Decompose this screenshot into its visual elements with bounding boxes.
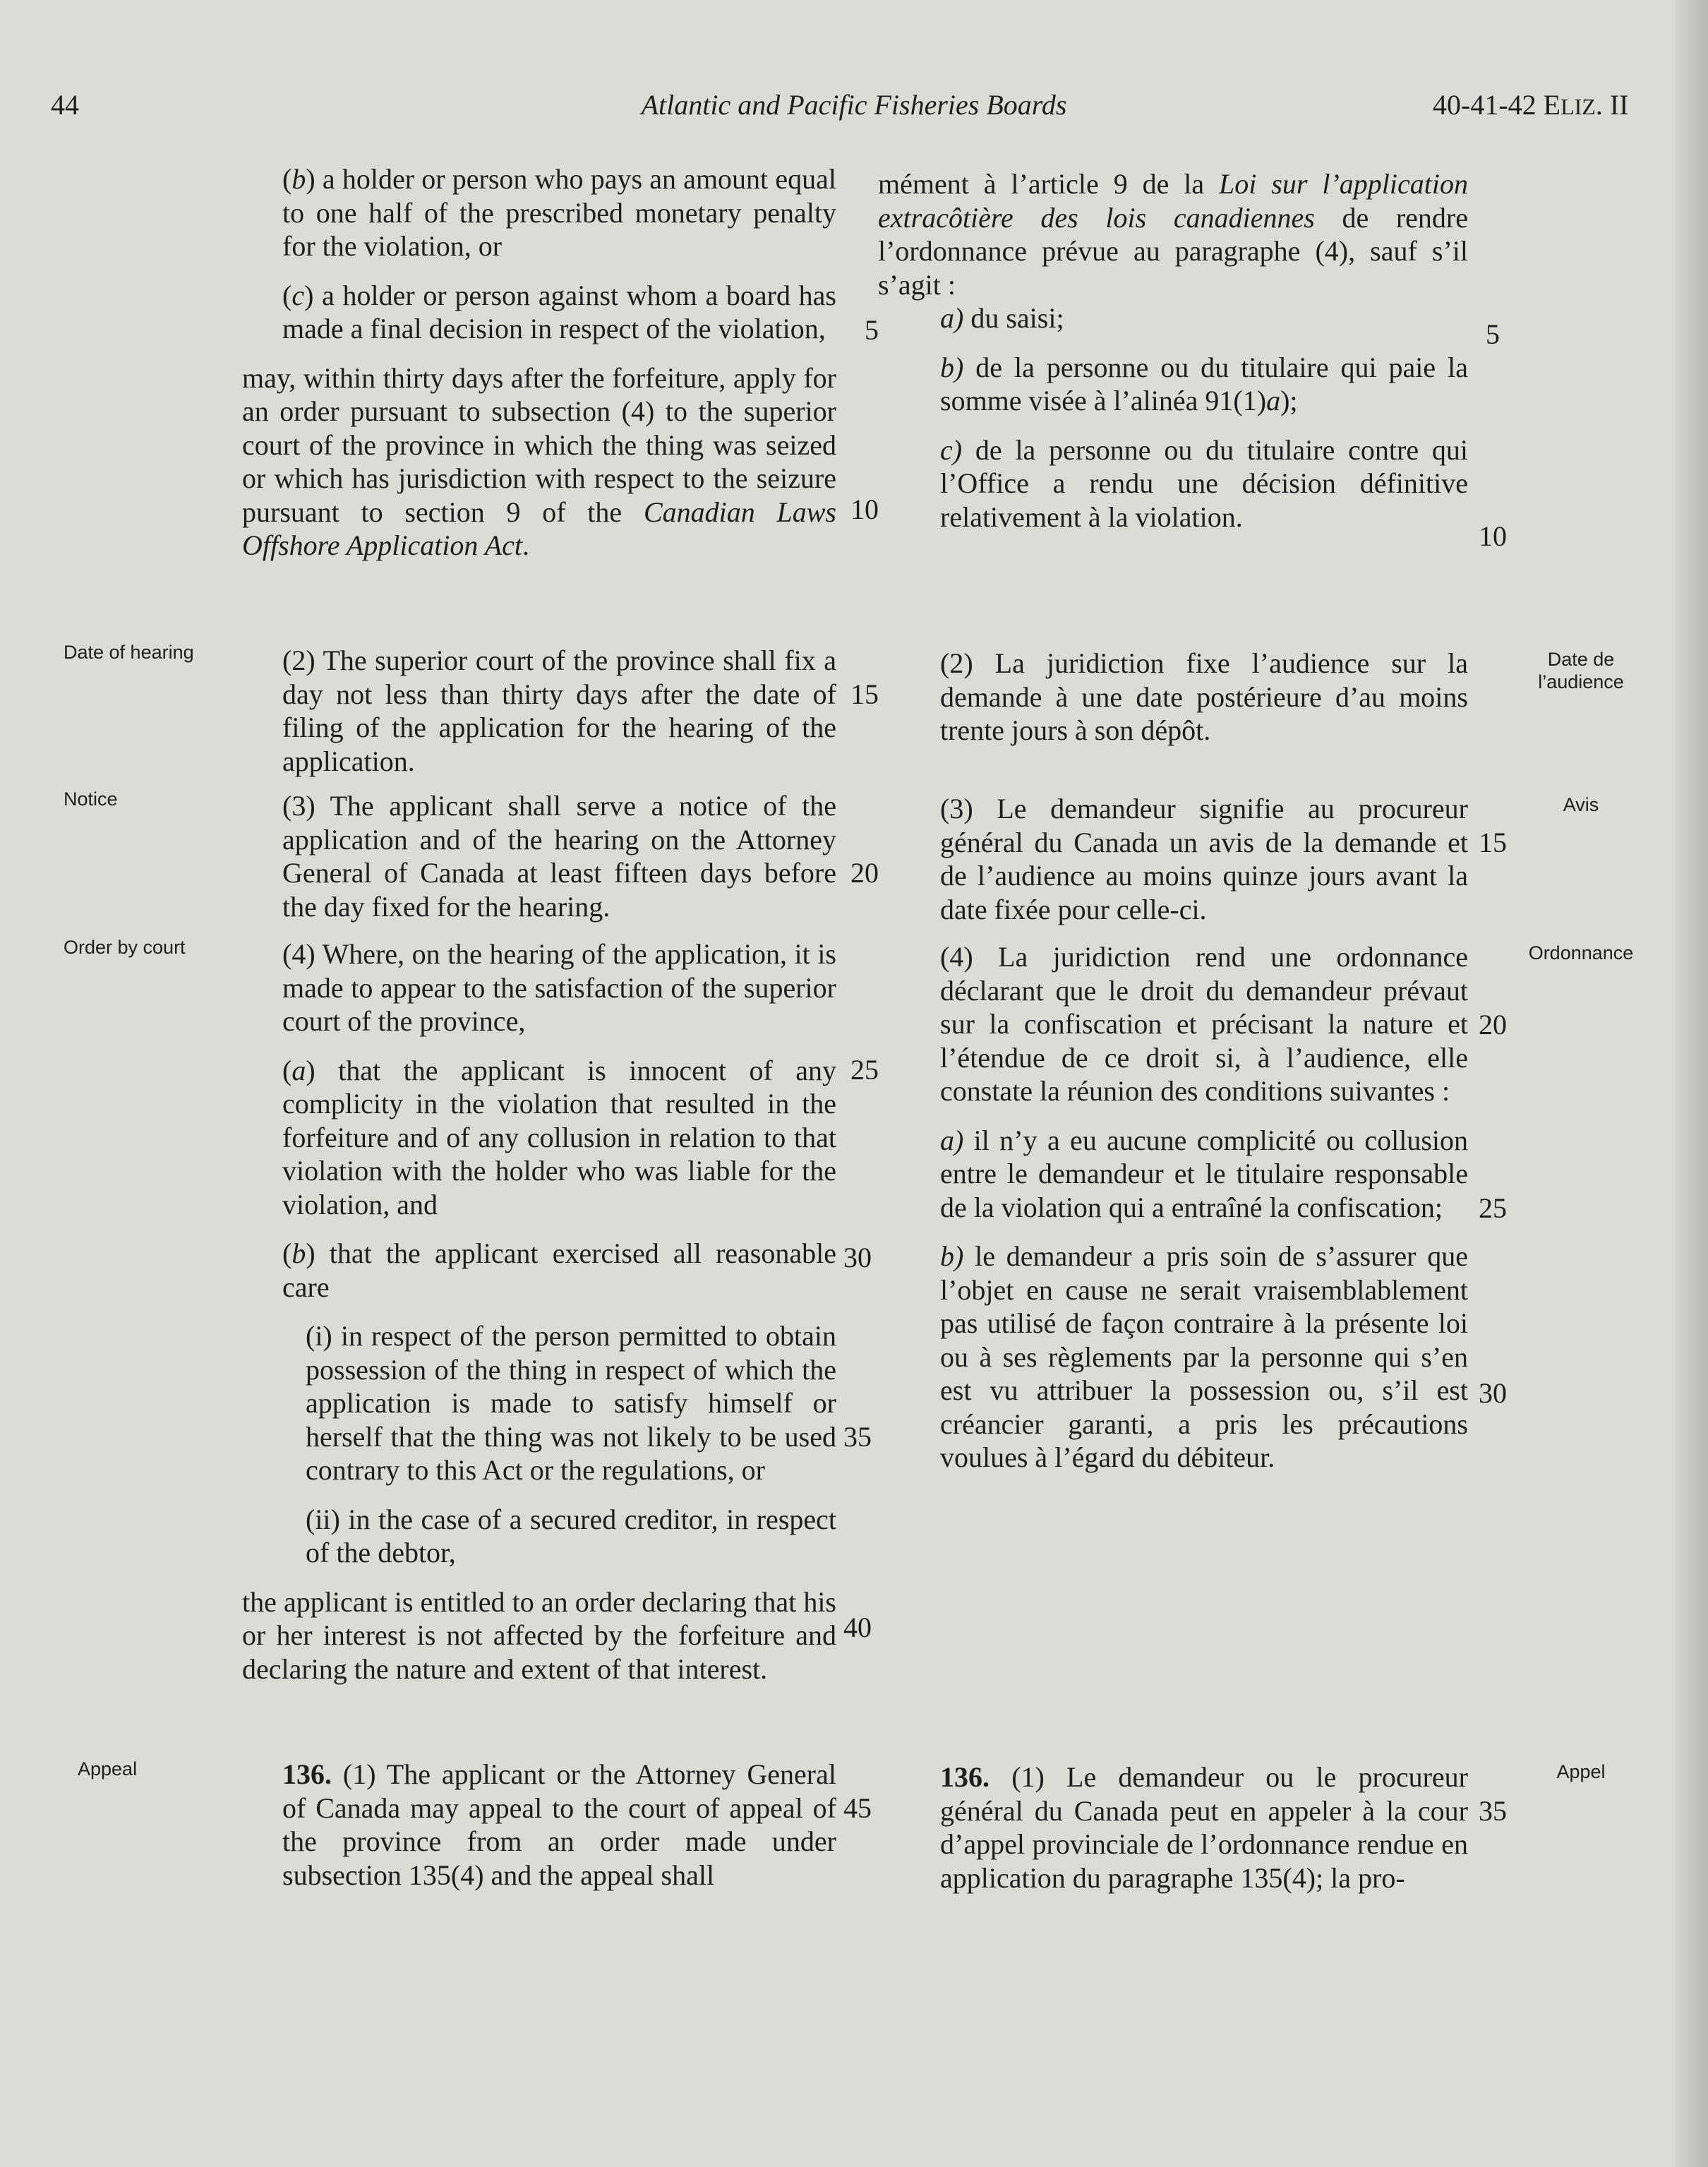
en-subsection-4 [242, 937, 836, 1686]
fr-line-number-10: 10 [1479, 520, 1507, 552]
en-s4-text: (4) Where, on the hearing of the application, it is made to appear to the satisfaction of the superior court of the province, [282, 938, 836, 1037]
en-s4-subpara-ii: (ii) in the case of a secured creditor, in respect of the debtor, [306, 1503, 836, 1568]
en-line-number-5: 5 [865, 314, 879, 346]
fr-line-number-20: 20 [1479, 1009, 1507, 1040]
fr-s4-para-a: a) il n’y a eu aucune complicité ou collusion entre le demandeur et le titulaire responsable de la violation qui a entraîné la confiscation; [940, 1124, 1468, 1223]
fr-s3-text: (3) Le demandeur signifie au procureur général du Canada un avis de la demande et de l’audience au moins quinze jours avant la date fixée pour celle-ci. [940, 793, 1468, 925]
fr-section-136 [878, 1760, 1468, 1895]
en-para-c: (c) a holder or person against whom a board has made a final decision in respect of the violation, [282, 279, 836, 344]
fr-s2-text: (2) La juridiction fixe l’audience sur la demande à une date postérieure d’au moins trente jours à son dépôt. [940, 647, 1468, 746]
fr-margin-note-avis: Avis [1563, 794, 1599, 815]
fr-para-c: c) de la personne ou du titulaire contre qui l’Office a rendu une décision définitive relativement à la violation. [940, 433, 1468, 533]
en-line-number-30: 30 [843, 1242, 872, 1273]
en-line-number-25: 25 [850, 1054, 879, 1086]
fr-subsection-4 [878, 940, 1468, 1475]
fr-line-number-35: 35 [1479, 1795, 1507, 1827]
fr-line-number-5: 5 [1486, 318, 1500, 350]
en-margin-note-notice: Notice [64, 788, 118, 810]
page-edge-shadow [1676, 0, 1708, 2167]
en-line-number-15: 15 [850, 678, 879, 710]
en-line-number-35: 35 [843, 1421, 872, 1453]
regnal-year: 40-41-42 ELIZ. II [1433, 89, 1629, 121]
fr-margin-note-appel: Appel [1556, 1761, 1606, 1782]
en-subsection-2 [242, 644, 836, 778]
en-section-136 [242, 1758, 836, 1892]
fr-para-a: a) du saisi; [940, 302, 1064, 334]
en-margin-note-order-by-court: Order by court [64, 937, 186, 958]
en-line-number-45: 45 [843, 1792, 872, 1824]
en-s2-text: (2) The superior court of the province shall fix a day not less than thirty days after the date of filing of the application for the hearing of the application. [282, 644, 836, 777]
fr-s4-para-b: b) le demandeur a pris soin de s’assurer que l’objet en cause ne serait vraisemblablement pas utilisé de façon contraire à la présente loi ou à ses règlements par la personne qui s’en est vu attribuer la possession ou, s’il est créancier garanti, a pris les précautions voulues à l’égard du débiteur. [940, 1240, 1468, 1473]
en-margin-note-appeal: Appeal [78, 1758, 138, 1779]
fr-line-number-15: 15 [1479, 827, 1507, 858]
fr-margin-note-ordonnance: Ordonnance [1528, 942, 1634, 964]
en-line-number-20: 20 [850, 857, 879, 889]
fr-block-intro [878, 167, 1468, 534]
fr-subsection-3 [878, 792, 1468, 926]
en-s4-entitled: the applicant is entitled to an order declaring that his or her interest is not affected by the forfeiture and declaring the nature and extent of that interest. [242, 1585, 836, 1685]
en-s3-text: (3) The applicant shall serve a notice of the application and of the hearing on the Attorney General of Canada at least fifteen days before the day fixed for the hearing. [282, 790, 836, 923]
page-number: 44 [51, 89, 79, 121]
en-line-number-40: 40 [843, 1611, 872, 1643]
fr-s4-text: (4) La juridiction rend une ordonnance déclarant que le droit du demandeur prévaut sur la confiscation et précisant la nature et l’étendue de ce droit si, à l’audience, elle constate la réunion des conditions suivantes : [940, 941, 1468, 1107]
fr-intro-text: mément à l’article 9 de la Loi sur l’application extracôtière des lois canadiennes de rendre l’ordonnance prévue au paragraphe (4), sauf s’il s’agit : [878, 168, 1468, 301]
fr-line-number-30: 30 [1479, 1377, 1507, 1409]
en-block-paras-bc [242, 162, 836, 563]
en-s4-para-a: (a) that the applicant is innocent of any complicity in the violation that resulted in the forfeiture and of any collusion in relation to that violation with the holder who was liable for the violation, and [282, 1054, 836, 1220]
en-line-number-10: 10 [850, 493, 879, 525]
en-subsection-3 [242, 789, 836, 923]
en-margin-note-date-of-hearing: Date of hearing [64, 642, 194, 663]
running-title: Atlantic and Pacific Fisheries Boards [641, 89, 1067, 121]
en-s4-subpara-i: (i) in respect of the person permitted to obtain possession of the thing in respect of which the application is made to satisfy himself or herself that the thing was not likely to be used contrary to this Act or the regulations, or [306, 1320, 836, 1486]
en-para-b: (b) a holder or person who pays an amount equal to one half of the prescribed monetary penalty for the violation, or [282, 163, 836, 262]
en-s4-para-b: (b) that the applicant exercised all reasonable care [282, 1237, 836, 1303]
fr-para-b: b) de la personne ou du titulaire qui paie la somme visée à l’alinéa 91(1)a); [940, 351, 1468, 416]
fr-subsection-2 [878, 647, 1468, 748]
fr-margin-note-date-de-audience: Date de l’audience [1538, 649, 1624, 692]
en-s136-text: 136. (1) The applicant or the Attorney General of Canada may appeal to the court of appeal of the province from an order made under subsection 135(4) and the appeal shall [282, 1758, 836, 1891]
fr-s136-text: 136. (1) Le demandeur ou le procureur général du Canada peut en appeler à la cour d’appel provinciale de l’ordonnance rendue en application du paragraphe 135(4); la pro- [940, 1761, 1468, 1894]
fr-line-number-25: 25 [1479, 1192, 1507, 1224]
en-para-may-apply: may, within thirty days after the forfeiture, apply for an order pursuant to subsection (4) to the superior court of the province in which the thing was seized or which has jurisdiction with respect to the seizure pursuant to section 9 of the Canadian Laws Offshore Application Act. [242, 361, 836, 561]
